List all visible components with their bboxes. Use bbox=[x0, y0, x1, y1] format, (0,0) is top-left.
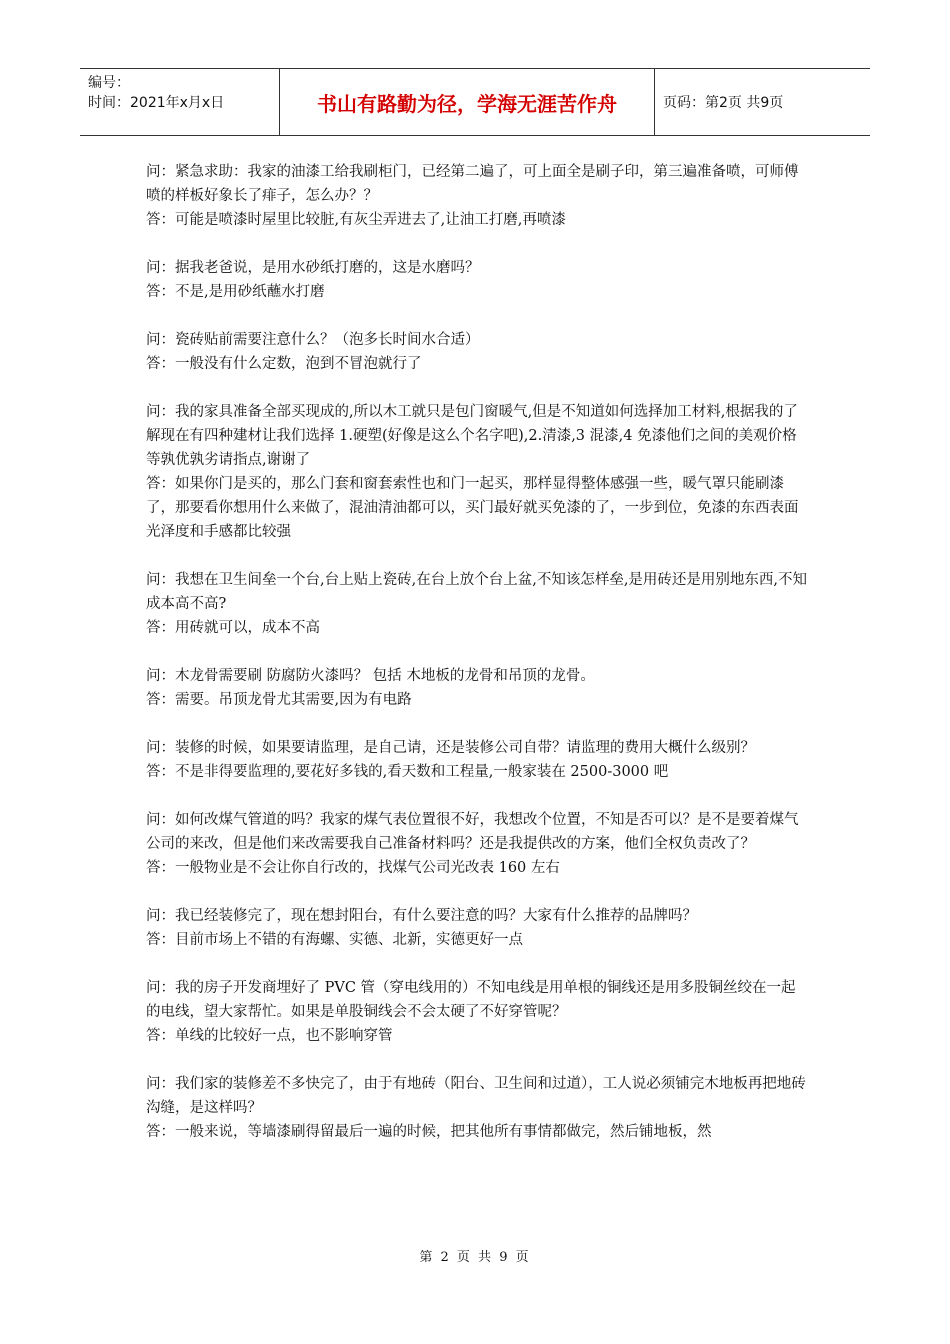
answer: 答：需要。吊顶龙骨尤其需要,因为有电路 bbox=[146, 692, 412, 708]
answer: 答：一般来说，等墙漆刷得留最后一遍的时候，把其他所有事情都做完，然后铺地板，然 bbox=[146, 1124, 712, 1140]
qa-item bbox=[146, 400, 808, 544]
qa-item bbox=[146, 568, 808, 640]
qa-item bbox=[146, 976, 808, 1048]
question: 问：瓷砖贴前需要注意什么？（泡多长时间水合适） bbox=[146, 332, 480, 348]
date-line: 时间：2021年x月x日 bbox=[88, 95, 225, 111]
question: 问：我想在卫生间垒一个台,台上贴上瓷砖,在台上放个台上盆,不知该怎样垒,是用砖还是用别地东西,不知成本高不高? bbox=[146, 572, 808, 612]
question: 问：如何改煤气管道的吗？我家的煤气表位置很不好，我想改个位置，不知是否可以？是不是要着煤气公司的来改，但是他们来改需要我自己准备材料吗？还是我提供改的方案，他们全权负责改了？ bbox=[146, 812, 799, 852]
answer: 答：目前市场上不错的有海螺、实德、北新，实德更好一点 bbox=[146, 932, 523, 948]
page-header bbox=[80, 68, 870, 136]
qa-item bbox=[146, 256, 808, 304]
question: 问：木龙骨需要刷 防腐防火漆吗？ 包括 木地板的龙骨和吊顶的龙骨。 bbox=[146, 668, 595, 684]
qa-item bbox=[146, 736, 808, 784]
qa-item bbox=[146, 1072, 808, 1144]
page-footer: 第 2 页 共 9 页 bbox=[419, 1250, 531, 1265]
answer: 答：一般没有什么定数，泡到不冒泡就行了 bbox=[146, 356, 422, 372]
qa-item bbox=[146, 160, 808, 232]
question: 问：我已经装修完了，现在想封阳台，有什么要注意的吗？大家有什么推荐的品牌吗？ bbox=[146, 908, 697, 924]
qa-content bbox=[146, 160, 808, 1168]
question: 问：紧急求助：我家的油漆工给我刷柜门，已经第二遍了，可上面全是刷子印，第三遍准备喷，可师傅喷的样板好象长了痱子，怎么办？？ bbox=[146, 164, 799, 204]
answer: 答：一般物业是不会让你自行改的，找煤气公司光改表 160 左右 bbox=[146, 860, 560, 876]
header-motto: 书山有路勤为径，学海无涯苦作舟 bbox=[280, 69, 655, 135]
qa-item bbox=[146, 328, 808, 376]
answer: 答：用砖就可以，成本不高 bbox=[146, 620, 320, 636]
question: 问：装修的时候，如果要请监理，是自己请，还是装修公司自带？请监理的费用大概什么级别？ bbox=[146, 740, 755, 756]
question: 问：据我老爸说，是用水砂纸打磨的，这是水磨吗？ bbox=[146, 260, 480, 276]
answer: 答：单线的比较好一点，也不影响穿管 bbox=[146, 1028, 393, 1044]
header-page-info: 页码：第2页 共9页 bbox=[663, 95, 784, 111]
answer: 答：如果你门是买的，那么门套和窗套索性也和门一起买，那样显得整体感强一些，暖气罩只能刷漆了，那要看你想用什么来做了，混油清油都可以，买门最好就买免漆的了，一步到位，免漆的东西表面光泽度和手感都比较强 bbox=[146, 476, 799, 540]
answer: 答：可能是喷漆时屋里比较脏,有灰尘弄进去了,让油工打磨,再喷漆 bbox=[146, 212, 566, 228]
qa-item bbox=[146, 904, 808, 952]
answer: 答：不是,是用砂纸蘸水打磨 bbox=[146, 284, 325, 300]
header-meta bbox=[80, 69, 280, 135]
question: 问：我的家具准备全部买现成的,所以木工就只是包门窗暖气,但是不知道如何选择加工材料,根据我的了解现在有四种建材让我们选择 1.硬塑(好像是这么个名字吧),2.清漆,3 混漆,4 免漆他们之间的美观价格等孰优孰劣请指点,谢谢了 bbox=[146, 404, 798, 468]
question: 问：我的房子开发商埋好了 PVC 管（穿电线用的）不知电线是用单根的铜线还是用多股铜丝绞在一起的电线，望大家帮忙。如果是单股铜线会不会太硬了不好穿管呢？ bbox=[146, 980, 796, 1020]
qa-item bbox=[146, 808, 808, 880]
answer: 答：不是非得要监理的,要花好多钱的,看天数和工程量,一般家装在 2500-3000 吧 bbox=[146, 764, 669, 780]
question: 问：我们家的装修差不多快完了，由于有地砖（阳台、卫生间和过道），工人说必须铺完木地板再把地砖沟缝，是这样吗？ bbox=[146, 1076, 806, 1116]
number-label: 编号： bbox=[88, 75, 130, 91]
qa-item bbox=[146, 664, 808, 712]
